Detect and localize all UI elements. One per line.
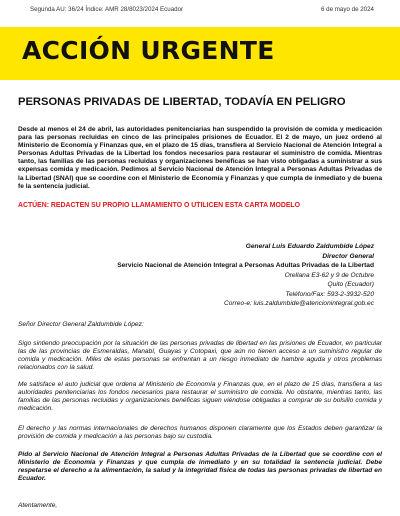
letter-paragraph-3: El derecho y las normas internacionales de derechos humanos disponen claramente que los Estados deben garantizar la provisión de comida y medicación a las personas bajo su custodia. [18,425,382,441]
summary-paragraph: Desde al menos el 24 de abril, las autoridades penitenciarias han suspendido la provisión de comida y medicación para las personas recluidas en cinco de las principales prisiones de Ecuador. El 2 de mayo, un juez ordenó al Ministerio de Economía y Finanzas que, en el plazo de 15 días, transfiera al Servicio Nacional de Atención Integral a Personas Adultas Privadas de la Libertad los fondos necesarios para restaurar el suministro de comida. Mientras tanto, las familias de las personas recluidas y organizaciones benéficas se han visto obligadas a suministrar a sus expensas comida y medicación. Pedimos al Servicio Nacional de Atención Integral a Personas Adultas Privadas de la Libertad (SNAI) que se coordine con el Ministerio de Economía y Finanzas y que cumpla de inmediato y de buena fe la sentencia judicial. [18,126,382,190]
recipient-email: Correo-e: luis.zaldumbide@atencionintegral.gob.ec [223,300,374,307]
recipient-name: General Luis Eduardo Zaldumbide López [245,243,374,250]
letter-paragraph-1: Sigo sintiendo preocupación por la situación de las personas privadas de libertad en las prisiones de Ecuador, en particular las de las provincias de Esmeraldas, Manabí, Guayas y Cotopaxi, que aún no tienen acceso a un suministro regular de comida y medicación. Miles de estas personas se enfrentan a un riesgo inmediato de hambre aguda y otros problemas relacionados con la salud. [18,340,382,372]
call-to-action: ACTÚEN: REDACTEN SU PROPIO LLAMAMIENTO O UTILICEN ESTA CARTA MODELO [18,202,300,209]
recipient-organization: Servicio Nacional de Atención Integral a Personas Adultas Privadas de la Libertad [117,262,374,269]
recipient-city: Quito (Ecuador) [327,281,374,288]
document-date: 6 de mayo de 2024 [321,6,374,13]
letter-paragraph-2: Me satisface el auto judicial que ordena al Ministerio de Economía y Finanzas que, en el plazo de 15 días, transfiera a las autoridades penitenciarias los fondos necesarios para restaurar el suministro de comida. No obstante, mientras tanto, las familias de las personas recluidas y organizaciones benéficas siguen viéndose obligadas a comprar de su bolsillo comida y medicación. [18,381,382,413]
letter-salutation: Señor Director General Zaldumbide López: [18,321,144,328]
urgent-action-banner [0,27,400,80]
recipient-phone: Teléfono/Fax: 593-2-3932-520 [285,290,374,298]
recipient-role: Director General [322,252,374,260]
letter-paragraph-4: Pido al Servicio Nacional de Atención Integral a Personas Adultas Privadas de la Libertad que se coordine con el Ministerio de Economía y Finanzas y que cumpla de inmediato y en su totalidad la sentencia judicial. Debe respetarse el derecho a la alimentación, la salud y la integridad física de todas las personas privadas de libertad en Ecuador. [18,451,382,483]
document-header [30,6,374,16]
letter-closing: Atentamente, [18,502,58,509]
document-reference: Segunda AU: 36/24 Índice: AMR 28/8023/2024 Ecuador [30,6,184,13]
recipient-street: Orellana E3-62 y 9 de Octubre [284,271,374,279]
banner-title: ACCIÓN URGENTE [22,36,275,65]
recipient-address [74,242,374,309]
page-title: PERSONAS PRIVADAS DE LIBERTAD, TODAVÍA EN PELIGRO [18,96,346,108]
